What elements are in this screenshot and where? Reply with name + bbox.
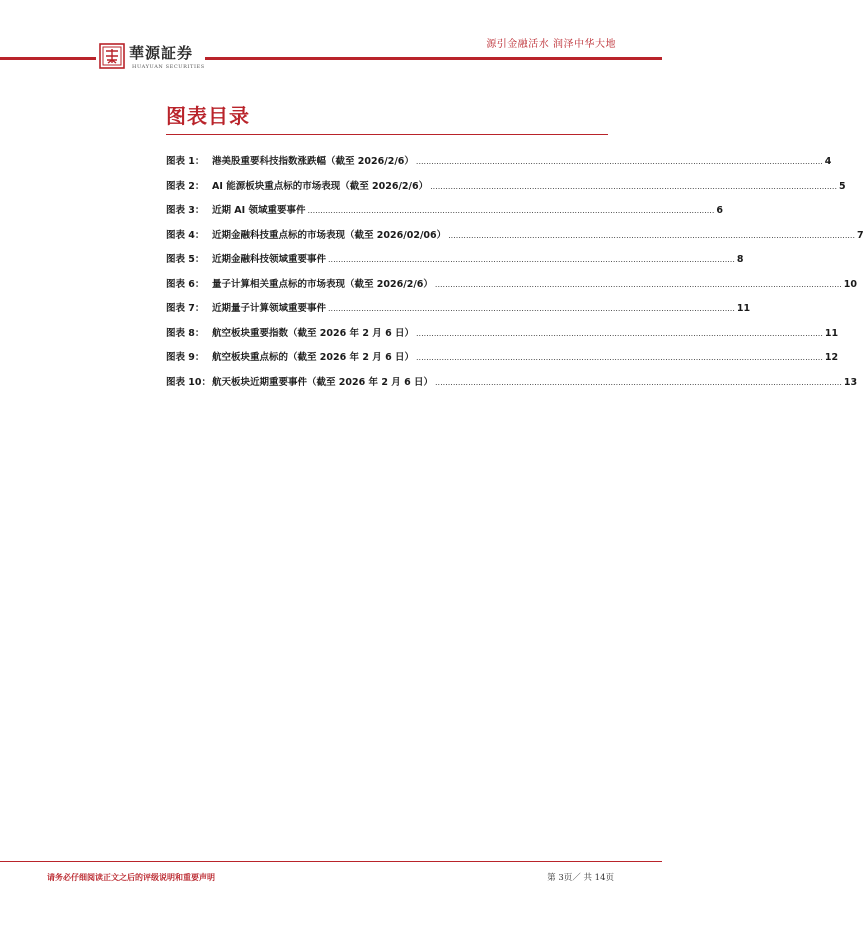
toc-entry[interactable]: [166, 325, 839, 350]
toc-entry-title: 航天板块近期重要事件（截至 2026 年 2 月 6 日）: [212, 376, 434, 388]
toc-leader-dots: ................................................................................................................................................................: [448, 230, 856, 240]
toc-entry[interactable]: [166, 300, 751, 325]
toc-entry-page: 11: [736, 303, 751, 314]
toc-entry-title: 近期金融科技领域重要事件: [212, 254, 327, 265]
toc-entry-label: 图表 2：: [166, 180, 205, 192]
toc-entry-page: 4: [824, 156, 832, 167]
toc-title: 图表目录: [166, 104, 250, 128]
toc-leader-dots: ................................................................................................................................................................: [434, 279, 842, 289]
toc-entry-page: 11: [824, 327, 839, 339]
header-rule-right: [205, 57, 662, 60]
footer-page-info: 第 3页／ 共 14页: [547, 873, 614, 883]
toc-entry-title: 近期金融科技重点标的市场表现（截至 2026/02/06）: [212, 229, 447, 241]
toc-entry[interactable]: [166, 349, 839, 374]
toc-entry-page: 13: [843, 376, 858, 388]
seal-icon: [99, 43, 125, 69]
toc-entry[interactable]: [166, 202, 724, 227]
toc-leader-dots: ................................................................................................................................................................: [416, 328, 823, 338]
footer-rule: [0, 861, 662, 862]
toc-entry[interactable]: [166, 251, 744, 276]
footer-disclaimer: 请务必仔细阅读正文之后的评级说明和重要声明: [47, 873, 215, 882]
toc-leader-dots: ................................................................................................................................................................: [416, 353, 823, 362]
toc-entry-label: 图表 8：: [166, 327, 205, 339]
toc-entry-page: 10: [843, 278, 858, 290]
toc-title-rule: [166, 134, 608, 135]
toc-entry-title: 港美股重要科技指数涨跌幅（截至 2026/2/6）: [212, 156, 414, 167]
toc-entry-page: 6: [716, 205, 724, 216]
toc-entry[interactable]: [166, 276, 858, 301]
toc-entry[interactable]: [166, 178, 846, 203]
toc-entry-page: 8: [736, 254, 744, 265]
toc-leader-dots: ................................................................................................................................................................: [328, 255, 735, 264]
toc-entry-label: 图表 9：: [166, 352, 205, 363]
header-slogan: 源引金融活水 润泽中华大地: [486, 39, 616, 50]
toc-entry-title: AI 能源板块重点标的市场表现（截至 2026/2/6）: [212, 180, 429, 192]
toc-entry-label: 图表 7：: [166, 303, 205, 314]
toc-entry-label: 图表 5：: [166, 254, 205, 265]
toc-leader-dots: ................................................................................................................................................................: [435, 377, 842, 387]
toc-entry-title: 航空板块重点标的（截至 2026 年 2 月 6 日）: [212, 352, 415, 363]
logo-chinese-name: 華源証券: [129, 44, 194, 62]
toc-entry-title: 近期量子计算领域重要事件: [212, 303, 327, 314]
toc-entry-title: 近期 AI 领域重要事件: [212, 205, 306, 216]
toc-entry-label: 图表 4：: [166, 229, 205, 241]
logo-english-name: HUAYUAN SECURITIES: [132, 64, 205, 70]
toc-leader-dots: ................................................................................................................................................................: [307, 206, 715, 215]
toc-entry-label: 图表 6：: [166, 278, 205, 290]
toc-entry-label: 图表 1：: [166, 156, 205, 167]
toc-entry-page: 5: [838, 180, 846, 192]
toc-entry-page: 7: [857, 229, 864, 241]
toc-leader-dots: ................................................................................................................................................................: [328, 304, 735, 313]
toc-entry[interactable]: [166, 153, 832, 178]
toc-leader-dots: ................................................................................................................................................................: [430, 181, 837, 191]
toc-entry-title: 航空板块重要指数（截至 2026 年 2 月 6 日）: [212, 327, 415, 339]
company-logo: [99, 42, 209, 74]
toc-entry-page: 12: [824, 352, 839, 363]
toc-list: [166, 153, 864, 398]
toc-leader-dots: ................................................................................................................................................................: [415, 157, 823, 166]
toc-entry-label: 图表 3：: [166, 205, 205, 216]
toc-entry[interactable]: [166, 227, 864, 252]
toc-entry-label: 图表 10：: [166, 376, 212, 388]
header-rule-left: [0, 57, 96, 60]
toc-entry[interactable]: [166, 374, 858, 399]
toc-entry-title: 量子计算相关重点标的市场表现（截至 2026/2/6）: [212, 278, 433, 290]
